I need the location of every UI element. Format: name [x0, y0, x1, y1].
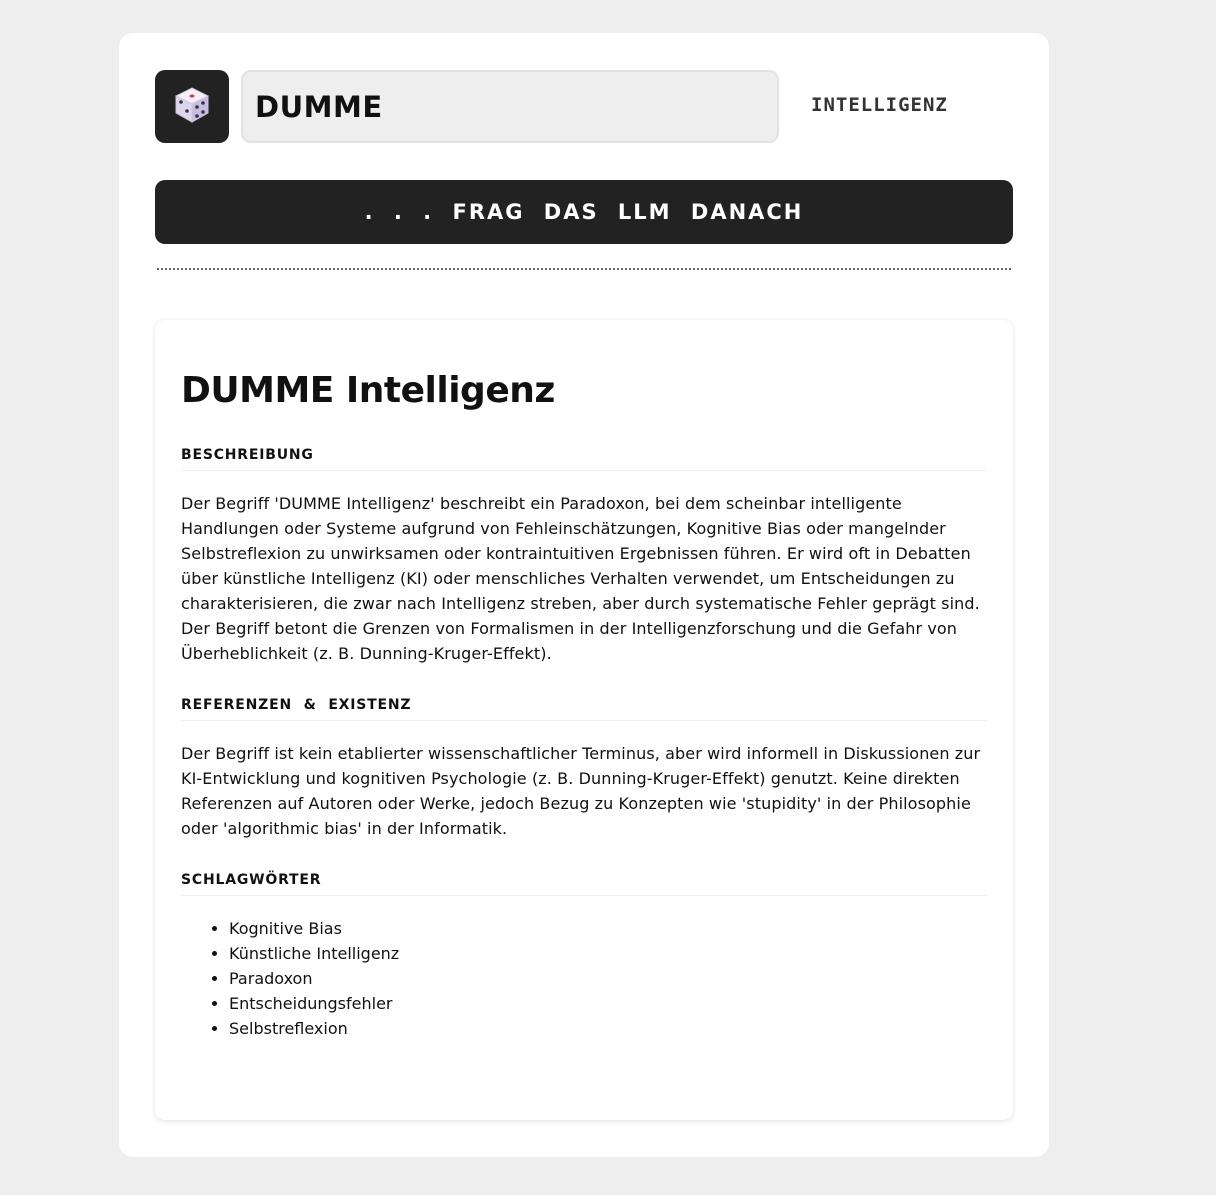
section-heading-description: BESCHREIBUNG	[181, 447, 987, 471]
description-text: Der Begriff 'DUMME Intelligenz' beschreibt ein Paradoxon, bei dem scheinbar intelligente Handlungen oder Systeme aufgrund von Fehleinschätzungen, Kognitive Bias oder mangelnder Selbstreflexion zu unwirksamen oder kontraintuitiven Ergebnissen führen. Er wird oft in Debatten über künstliche Intelligenz (KI) oder menschliches Verhalten verwendet, um Entscheidungen zu charakterisieren, die zwar nach Intelligenz streben, aber durch systematische Fehler geprägt sind. Der Begriff betont die Grenzen von Formalismen in der Intelligenzforschung und die Gefahr von Überheblichkeit (z. B. Dunning-Kruger-Effekt).	[181, 494, 980, 663]
keyword-item: • Künstliche Intelligenz	[229, 941, 987, 966]
keyword-list	[181, 916, 987, 1041]
keyword-item: • Selbstreflexion	[229, 1016, 987, 1041]
ask-llm-button[interactable]: . . . FRAG DAS LLM DANACH	[155, 180, 1013, 244]
word-generator-row	[155, 70, 1013, 143]
result-panel	[155, 320, 1013, 1120]
keyword-item: • Entscheidungsfehler	[229, 991, 987, 1016]
section-heading-keywords: SCHLAGWÖRTER	[181, 872, 987, 896]
section-heading-references: REFERENZEN & EXISTENZ	[181, 697, 987, 721]
keyword-item: • Kognitive Bias	[229, 916, 987, 941]
main-card	[119, 33, 1049, 1157]
word-input[interactable]	[241, 70, 779, 143]
suffix-label: INTELLIGENZ	[811, 94, 948, 116]
randomize-button[interactable]	[155, 70, 229, 143]
keyword-item: • Paradoxon	[229, 966, 987, 991]
result-title: DUMME Intelligenz	[181, 370, 555, 411]
dotted-divider	[157, 268, 1011, 270]
references-text: Der Begriff ist kein etablierter wissenschaftlicher Terminus, aber wird informell in Diskussionen zur KI-Entwicklung und kognitiven Psychologie (z. B. Dunning-Kruger-Effekt) genutzt. Keine direkten Referenzen auf Autoren oder Werke, jedoch Bezug zu Konzepten wie 'stupidity' in der Philosophie oder 'algorithmic bias' in der Informatik.	[181, 744, 981, 838]
dice-icon	[174, 86, 210, 128]
